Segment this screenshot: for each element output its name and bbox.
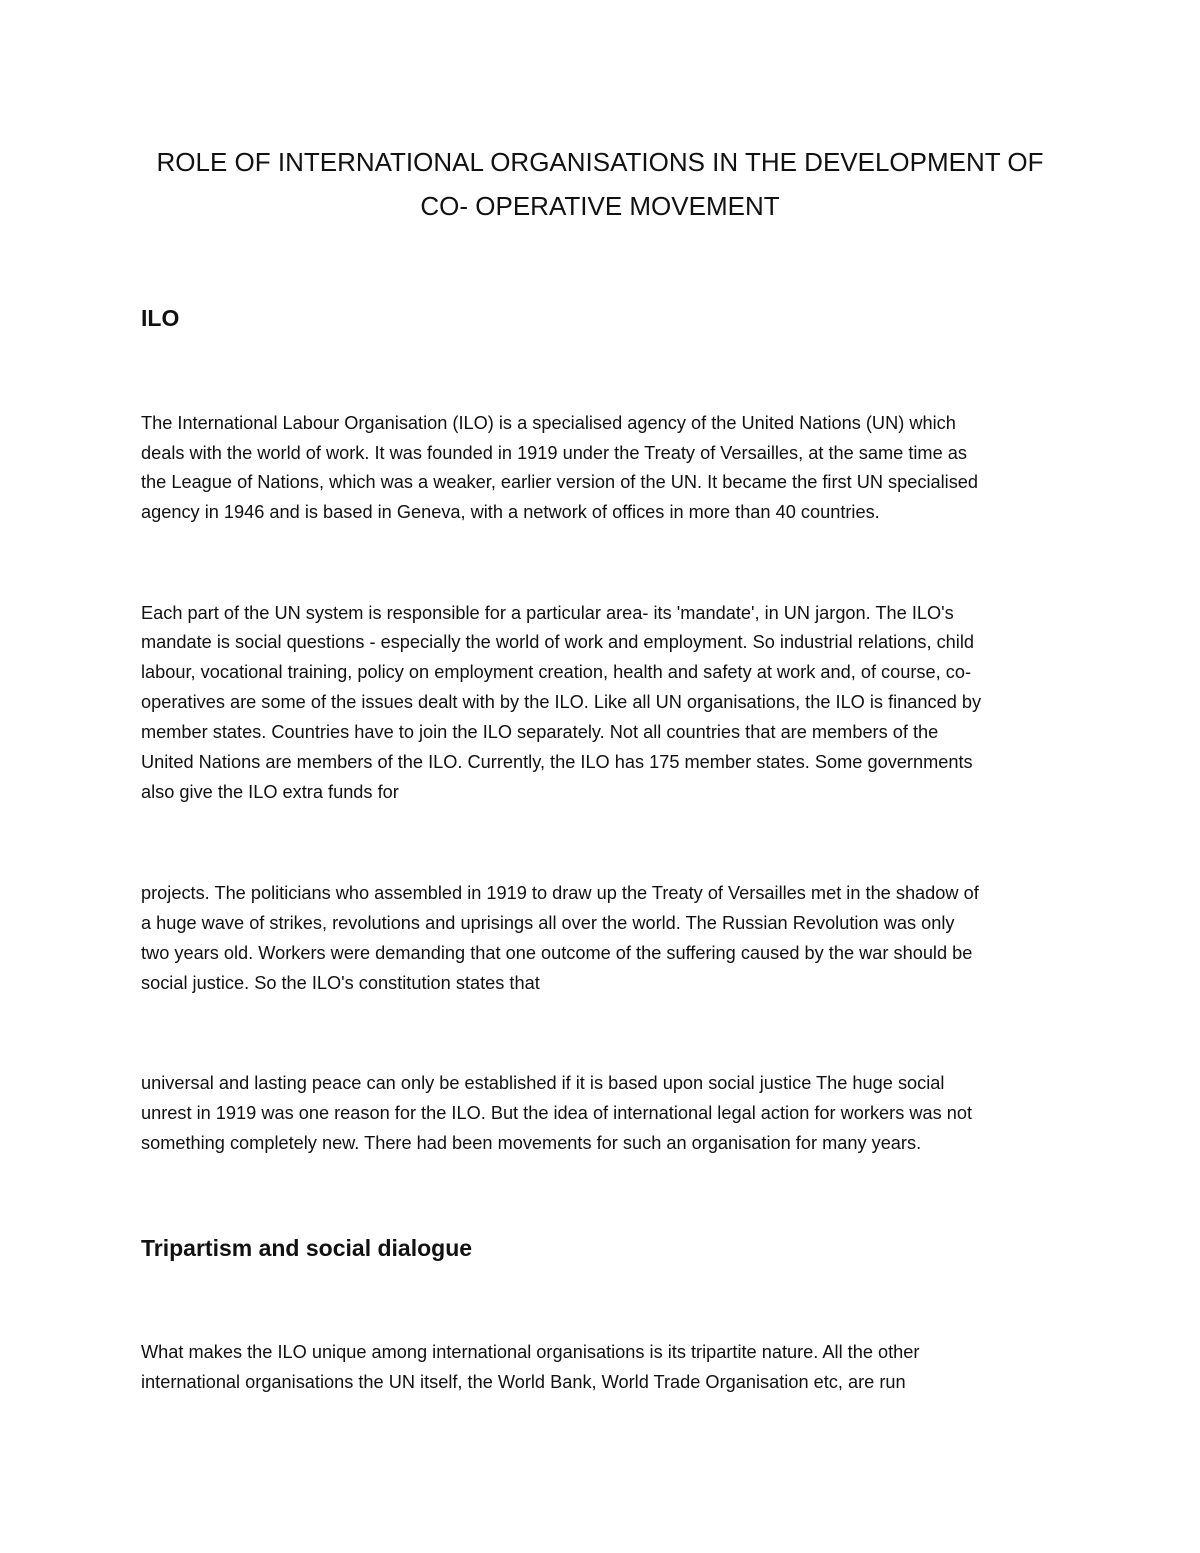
paragraph-line: The International Labour Organisation (ILO) is a specialised agency of the United Nations (UN) which [141, 413, 956, 433]
paragraph-line: universal and lasting peace can only be established if it is based upon social justice The huge social [141, 1073, 945, 1093]
paragraph-line: projects. The politicians who assembled in 1919 to draw up the Treaty of Versailles met in the shadow of [141, 883, 979, 903]
document-title-line-2: CO- OPERATIVE MOVEMENT [420, 191, 780, 221]
paragraph-line: two years old. Workers were demanding that one outcome of the suffering caused by the war should be [141, 943, 973, 963]
paragraph-line: deals with the world of work. It was founded in 1919 under the Treaty of Versailles, at the same time as [141, 443, 967, 463]
section-heading-tripartism: Tripartism and social dialogue [141, 1235, 473, 1261]
paragraph-line: social justice. So the ILO's constitution states that [141, 973, 540, 993]
paragraph-line: mandate is social questions - especially the world of work and employment. So industrial relations, child [141, 632, 974, 652]
paragraph-line: a huge wave of strikes, revolutions and uprisings all over the world. The Russian Revolution was only [141, 913, 955, 933]
paragraph-line: international organisations the UN itself, the World Bank, World Trade Organisation etc, are run [141, 1372, 906, 1392]
paragraph-line: operatives are some of the issues dealt with by the ILO. Like all UN organisations, the ILO is financed by [141, 692, 982, 712]
paragraph-line: unrest in 1919 was one reason for the ILO. But the idea of international legal action for workers was not [141, 1103, 973, 1123]
paragraph-line: something completely new. There had been movements for such an organisation for many years. [141, 1133, 922, 1153]
paragraph-line: United Nations are members of the ILO. Currently, the ILO has 175 member states. Some governments [141, 752, 973, 772]
paragraph-line: the League of Nations, which was a weaker, earlier version of the UN. It became the first UN specialised [141, 472, 979, 492]
paragraph-line: agency in 1946 and is based in Geneva, with a network of offices in more than 40 countries. [141, 502, 880, 522]
paragraph-line: member states. Countries have to join the ILO separately. Not all countries that are members of the [141, 722, 939, 742]
paragraph-line: also give the ILO extra funds for [141, 782, 399, 802]
section-heading-ilo: ILO [141, 305, 180, 331]
paragraph-line: Each part of the UN system is responsible for a particular area- its 'mandate', in UN jargon. The ILO's [141, 603, 954, 623]
paragraph-line: What makes the ILO unique among international organisations is its tripartite nature. All the other [141, 1342, 920, 1362]
paragraph-line: labour, vocational training, policy on employment creation, health and safety at work and, of course, co- [141, 662, 972, 682]
document-title-line-1: ROLE OF INTERNATIONAL ORGANISATIONS IN THE DEVELOPMENT OF [156, 147, 1044, 177]
